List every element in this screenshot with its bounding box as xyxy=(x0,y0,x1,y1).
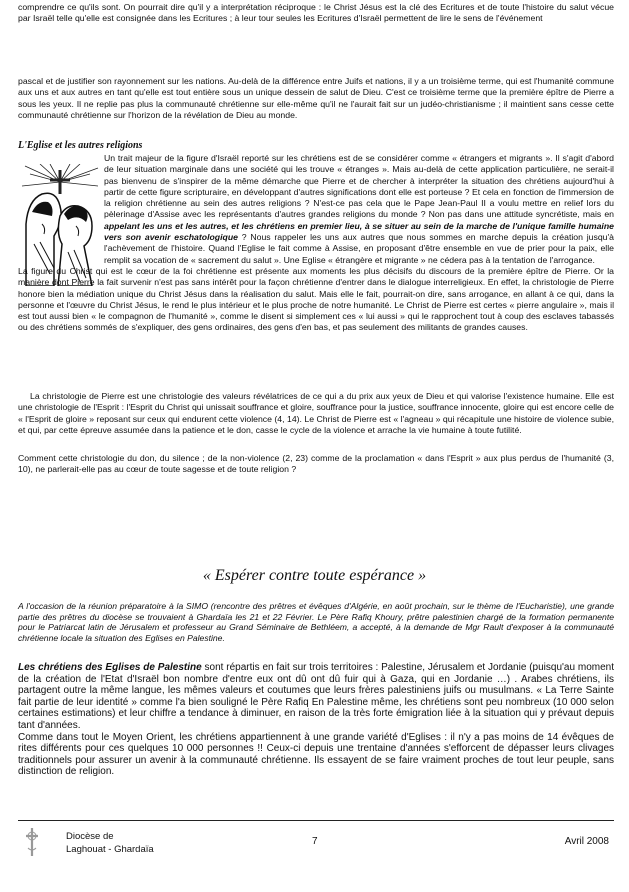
section-religions-text-b: ? Nous rappeler les uns aux autres que nous sommes en marche depuis la création jusqu'à l'achèvement de l'histoire. Quand l'Eglise le fait comme à Assise, en proposant d'être ensemble en vue de prier pour la paix, elle remplit sa vocation de « sacrement du salut ». Une Eglise « étrangère et migrante » ne cédera pas à la tentation de l'arrogance. xyxy=(104,232,614,265)
article-title: « Espérer contre toute espérance » xyxy=(202,567,427,584)
section-religions xyxy=(18,153,614,334)
page-number: 7 xyxy=(312,836,318,847)
section-religions-para-1 xyxy=(18,153,614,266)
paragraph-1 xyxy=(18,2,614,25)
article-lead: Les chrétiens des Eglises de Palestine xyxy=(18,662,202,673)
section-heading: L'Eglise et les autres religions xyxy=(18,140,143,151)
paragraph-2-text: pascal et de justifier son rayonnement sur les nations. Au-delà de la différence entre Juifs et nations, il y a un troisième terme, qui est l'humanité commune aux uns et aux autres en tant qu'elle est tout entière sous un unique dessein de salut de Dieu. C'est ce troisième terme que la première épître de Pierre a sous les yeux. Il ne replie pas plus la communauté chrétienne sur elle-même qu'il ne l'aurait fait sur un judéo-christianisme ; il maintient sans cesse cette communauté chrétienne sur l'horizon de la révélation de Dieu au monde. xyxy=(18,76,614,120)
footer-date: Avril 2008 xyxy=(564,836,609,847)
section-religions-bold: appelant les uns et les autres, et les chrétiens en premier lieu, à se situer au sein de la marche de l'unique famille humaine vers son avenir eschatologique xyxy=(104,220,614,243)
paragraph-christology-text: La christologie de Pierre est une christologie des valeurs révélatrices de ce qui a du prix aux yeux de Dieu et qui valorise l'existence humaine. Elle est une christologie de l'Esprit : l'Esprit du Christ qui unissait souffrance et gloire, souffrance pour la justice, souffrance innocente, gloire qui est encore celle de « l'Esprit de gloire » reposant sur ceux qui endurent cette violence (4, 14). Le Christ de Pierre est « l'agneau » qui récapitule une histoire de violence subie, et qui, par cette épreuve assumée dans la patience et le don, casse le cycle de la violence et arrache la vie humaine à toute futilité. xyxy=(18,391,614,435)
article-body xyxy=(18,662,614,778)
footer-diocese-line-1: Diocèse de xyxy=(66,831,114,842)
footer-diocese xyxy=(66,830,154,856)
diocese-cross-icon xyxy=(22,826,42,858)
paragraph-2 xyxy=(18,76,614,121)
paragraph-christology xyxy=(18,391,614,436)
footer-diocese-line-2: Laghouat - Ghardaïa xyxy=(66,844,154,855)
paragraph-conclusion-text: Comment cette christologie du don, du silence ; de la non-violence (2, 23) comme de la proclamation « dans l'Esprit » aux plus perdus de l'humanité (3, 10), ne parlerait-elle pas au cœur de toute sagesse et de toute religion ? xyxy=(18,453,614,475)
article-intro: A l'occasion de la réunion préparatoire à la SIMO (rencontre des prêtres et évêques d'Algérie, en août prochain, sur le thème de l'Eucharistie), une grande partie des prêtres du diocèse se trouvaient à Ghardaïa les 21 et 22 Février. Le Père Rafiq Khoury, prêtre palestinien chargé de la formation permanente pour le Patriarcat latin de Jérusalem et professeur au Grand Séminaire de Bethléem, a accepté, à la demande de Mgr Rault d'exposer à la communauté chrétienne locale la situation des Eglises en Palestine. xyxy=(18,601,614,643)
section-religions-text-a: Un trait majeur de la figure d'Israël reporté sur les chrétiens est de se considérer comme « étrangers et migrants ». Il s'agit d'abord de leur situation marginale dans une société qui les trouve « étranges ». Mais au-delà de cette application particulière, ne serait-il pas bienvenu de s'inspirer de la même démarche que Pierre et de chercher à interpréter la situation des chrétiens aujourd'hui à partir de cette figure scripturaire, en développant d'autres significations dont elle est porteuse ? Et cela en fonction de l'immersion de la religion chrétienne au sein des autres religions ? N'est-ce pas cela que le Pape Jean-Paul II a voulu mettre en relief lors du pèlerinage d'Assise avec les représentants d'autres grandes religions du monde ? Non pas dans une attitude syncrétiste, mais en xyxy=(104,153,614,220)
footer-divider xyxy=(18,820,614,821)
paragraph-1-text: comprendre ce qu'ils sont. On pourrait dire qu'il y a interprétation réciproque : le Christ Jésus est la clé des Ecritures et de toute l'histoire du salut vécue par Israël telle qu'elle est consignée dans les Ecritures ; à leur tour seules les Ecritures d'Israël permettent de lire le sens de l'événement xyxy=(18,2,614,24)
section-religions-para-2: La figure du Christ qui est le cœur de la foi chrétienne est présente aux moments les plus décisifs du discours de la première épître de Pierre. Or la manière dont Pierre la fait survenir n'est pas sans intérêt pour la façon chrétienne d'entrer dans le dialogue interreligieux. En effet, la christologie de Pierre honore bien la médiation unique du Christ Jésus dans la réalisation du salut. Mais elle le fait, pourrait-on dire, sans arrogance, en allant à ce qui, dans la personne et l'œuvre du Christ Jésus, le rend le plus intérieur et le plus proche de notre humanité. Le Christ de Pierre est certes « pierre angulaire », mais il est tout aussi bien « le compagnon de l'humanité », comme le disent si simplement ces « lui aussi » qui le rapprochent tout à coup des esclaves tabassés ou des chrétiens sommés de s'expliquer, des gens ordinaires, des gens d'en bas, et pas seulement des militants de grandes causes. xyxy=(18,265,614,333)
article-text-1: sont répartis en fait sur trois territoires : Palestine, Jérusalem et Jordanie (puisqu'au moment de la création de l'Etat d'Israël bon nombre d'entre eux ont dû ont dû fuir qui à Gaza, qui en Jordanie …) . Arabes chrétiens, ils partagent outre la même langue, les mêmes valeurs et coutumes que leurs frères palestiniens juifs ou musulmans. « La Terre Sainte fait partie de leur identité » comme l'a bien souligné le Père Rafiq En Palestine même, les chrétiens sont peu nombreux (10 000 selon certaines estimations) et leur chiffre a tendance à diminuer, en raison de la très forte émigration liée à la situation qui y prévaut depuis tant d'années. xyxy=(18,662,615,731)
paragraph-conclusion xyxy=(18,453,614,476)
article-text-2: Comme dans tout le Moyen Orient, les chrétiens appartiennent à une grande variété d'Eglises : il n'y a pas moins de 14 évêques de rites différents pour ces quelques 10 000 personnes !! Ceux-ci depuis une trentaine d'années s'efforcent de dépasser leurs clivages traditionnels pour assurer un avenir à la communauté chrétienne. Ils essayent de se faire vraiment proches de tout leur peuple, sans distinction de religion. xyxy=(18,731,614,778)
